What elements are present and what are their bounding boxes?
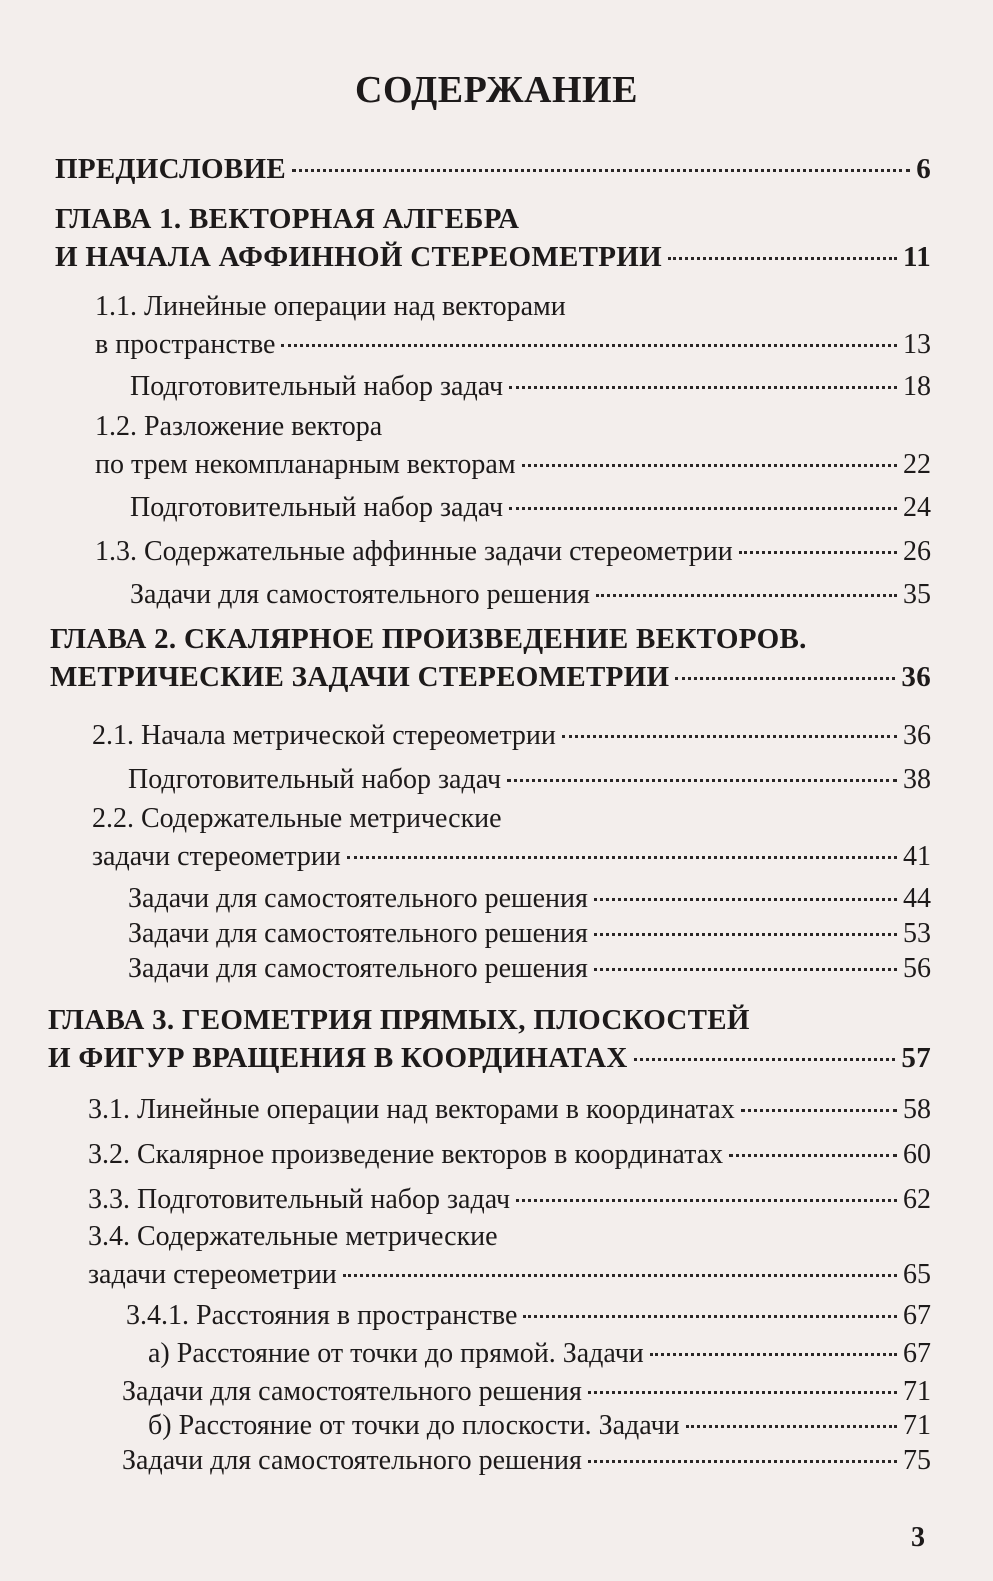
toc-entry-text: Подготовительный набор задач (128, 764, 502, 795)
toc-page-number: 18 (903, 371, 931, 402)
toc-entry-text: 2.2. Содержательные метрические (92, 803, 502, 834)
toc-page-number: 56 (903, 953, 931, 984)
dot-leader (516, 1199, 897, 1202)
toc-entry (126, 1297, 931, 1335)
toc-page-number: 36 (903, 720, 931, 751)
dot-leader (594, 898, 897, 901)
toc-page-number: 71 (903, 1376, 931, 1407)
toc-entry-text: 3.2. Скалярное произведение векторов в координатах (88, 1139, 724, 1170)
toc-entry (95, 288, 931, 364)
dot-leader (292, 169, 910, 172)
toc-page-number: 65 (903, 1259, 931, 1290)
toc-entry-text: 3.1. Линейные операции над векторами в координатах (88, 1094, 735, 1125)
toc-entry (88, 1181, 931, 1219)
toc-entry (88, 1136, 931, 1174)
toc-page-number: 58 (903, 1094, 931, 1125)
toc-entry-text: 1.1. Линейные операции над векторами (95, 291, 566, 322)
toc-entry (95, 533, 931, 571)
toc-entry-text: а) Расстояние от точки до прямой. Задачи (148, 1338, 644, 1369)
toc-page-number: 62 (903, 1184, 931, 1215)
toc-entry-text: ПРЕДИСЛОВИЕ (55, 153, 287, 185)
toc-entry-text: б) Расстояние от точки до плоскости. Задачи (148, 1410, 680, 1441)
toc-entry-text: ГЛАВА 2. СКАЛЯРНОЕ ПРОИЗВЕДЕНИЕ ВЕКТОРОВ. (50, 623, 807, 655)
toc-page-number: 75 (903, 1445, 931, 1476)
toc-entry (128, 950, 931, 988)
dot-leader (594, 968, 897, 971)
toc-entry-text: по трем некомпланарным векторам (95, 449, 516, 480)
toc-entry (128, 880, 931, 918)
toc-entry (55, 150, 931, 188)
toc-entry-text: 1.3. Содержательные аффинные задачи стереометрии (95, 536, 733, 567)
toc-entry-text: 3.4.1. Расстояния в пространстве (126, 1300, 518, 1331)
toc-page-number: 6 (916, 153, 931, 185)
dot-leader (729, 1154, 897, 1157)
toc-page-number: 44 (903, 883, 931, 914)
toc-page-number: 24 (903, 492, 931, 523)
toc-entry (148, 1335, 931, 1373)
toc-entry (130, 368, 931, 406)
dot-leader (596, 594, 897, 597)
dot-leader (509, 507, 897, 510)
toc-page-number: 13 (903, 329, 931, 360)
toc-entry-text: 3.3. Подготовительный набор задач (88, 1184, 511, 1215)
dot-leader (650, 1353, 897, 1356)
toc-entry-text: Подготовительный набор задач (130, 492, 504, 523)
dot-leader (741, 1109, 897, 1112)
toc-entry-text: Задачи для самостоятельного решения (122, 1445, 582, 1476)
toc-page-number: 38 (903, 764, 931, 795)
dot-leader (509, 386, 897, 389)
toc-page-number: 22 (903, 449, 931, 480)
toc-entry-text: Задачи для самостоятельного решения (128, 918, 588, 949)
dot-leader (562, 735, 897, 738)
dot-leader (281, 344, 897, 347)
toc-entry-text: 2.1. Начала метрической стереометрии (92, 720, 556, 751)
toc-entry (92, 800, 931, 876)
toc-entry-text: Задачи для самостоятельного решения (128, 883, 588, 914)
toc-entry (128, 915, 931, 953)
page-number: 3 (911, 1522, 925, 1553)
toc-entry (122, 1442, 931, 1480)
dot-leader (675, 677, 895, 680)
toc-entry (88, 1218, 931, 1294)
toc-entry-text: МЕТРИЧЕСКИЕ ЗАДАЧИ СТЕРЕОМЕТРИИ (50, 661, 670, 693)
dot-leader (523, 1315, 897, 1318)
toc-entry-text: И ФИГУР ВРАЩЕНИЯ В КООРДИНАТАХ (48, 1042, 628, 1074)
toc-entry-text: Задачи для самостоятельного решения (130, 579, 590, 610)
toc-entry-text: задачи стереометрии (88, 1259, 337, 1290)
toc-entry-text: 1.2. Разложение вектора (95, 411, 383, 442)
dot-leader (588, 1460, 897, 1463)
dot-leader (686, 1425, 897, 1428)
dot-leader (347, 856, 897, 859)
toc-entry-text: Задачи для самостоятельного решения (122, 1376, 582, 1407)
toc-entry (122, 1373, 931, 1411)
toc-entry (128, 761, 931, 799)
toc-page-number: 67 (903, 1338, 931, 1369)
dot-leader (594, 933, 897, 936)
toc-entry (92, 717, 931, 755)
toc-entry-text: 3.4. Содержательные метрические (88, 1221, 498, 1252)
toc-page-number: 35 (903, 579, 931, 610)
toc-entry-text: задачи стереометрии (92, 841, 341, 872)
toc-entry (95, 408, 931, 484)
toc-entry-text: Задачи для самостоятельного решения (128, 953, 588, 984)
page-title: СОДЕРЖАНИЕ (355, 69, 638, 111)
dot-leader (739, 551, 897, 554)
toc-entry (88, 1091, 931, 1129)
toc-page-number: 26 (903, 536, 931, 567)
dot-leader (343, 1274, 897, 1277)
toc-page-number: 41 (903, 841, 931, 872)
toc-page-number: 36 (901, 661, 931, 693)
toc-entry-text: ГЛАВА 3. ГЕОМЕТРИЯ ПРЯМЫХ, ПЛОСКОСТЕЙ (48, 1004, 750, 1036)
toc-entry (130, 489, 931, 527)
toc-page-number: 11 (903, 241, 931, 273)
toc-page-number: 71 (903, 1410, 931, 1441)
toc-entry-text: ГЛАВА 1. ВЕКТОРНАЯ АЛГЕБРА (55, 203, 520, 235)
dot-leader (522, 464, 897, 467)
toc-page-number: 53 (903, 918, 931, 949)
toc-entry (148, 1407, 931, 1445)
toc-entry (55, 200, 931, 276)
dot-leader (507, 779, 897, 782)
toc-entry (50, 620, 931, 696)
dot-leader (668, 257, 897, 260)
toc-page-number: 57 (901, 1042, 931, 1074)
toc-entry (130, 576, 931, 614)
toc-page-number: 60 (903, 1139, 931, 1170)
toc-page-number: 67 (903, 1300, 931, 1331)
toc-entry-text: Подготовительный набор задач (130, 371, 504, 402)
dot-leader (634, 1058, 896, 1061)
dot-leader (588, 1391, 897, 1394)
toc-entry (48, 1001, 931, 1077)
toc-entry-text: И НАЧАЛА АФФИННОЙ СТЕРЕОМЕТРИИ (55, 241, 663, 273)
toc-entry-text: в пространстве (95, 329, 276, 360)
